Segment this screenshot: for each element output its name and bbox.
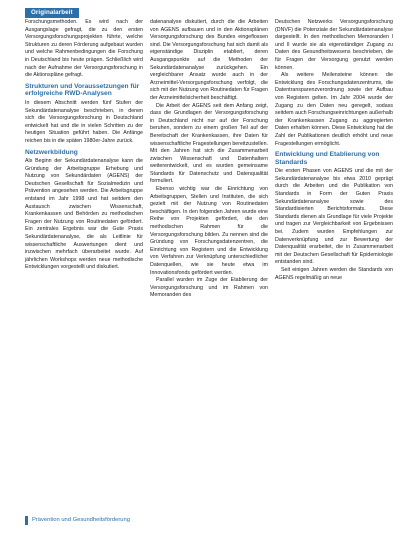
paragraph: Die ersten Phasen von AGENS und die mit der Sekundärdatenanalyse bis etwa 2010 geprägt durch die Arbeiten und die Publikation von Standards in Form der Guten Praxis Sekundärdatenanalyse sowie des Standardisierten Berichtsformats. Diese Standards dienen als Grundlage für viele Projekte und tragen zur Vergleichbarkeit von Ergebnissen bei. Zudem wurden Empfehlungen zur Datenverknüpfung und zur Bewertung der Datenqualität erarbeitet, die in Zusammenarbeit mit der Deutschen Gesellschaft für Epidemiologie entstanden sind. bbox=[275, 168, 393, 266]
paragraph: Parallel wurden im Zuge der Etablierung der Versorgungsforschung und im Rahmen von Memoranden des bbox=[150, 277, 268, 299]
paragraph: Deutschen Netzwerks Versorgungsforschung (DNVF) die Potenziale der Sekundärdatenanalyse dargestellt. In den methodischen Memoranden I und II wurde sie als eigenständiger Zugang zu Daten des Gesundheitswesens beschrieben, die für Fragen der Versorgung genutzt werden können. bbox=[275, 19, 393, 71]
footer-accent-bar bbox=[25, 516, 28, 525]
paragraph: Seit einigen Jahren werden die Standards von AGENS regelmäßig an neue bbox=[275, 267, 393, 281]
paragraph: Als Beginn der Sekundärdatenanalyse kann die Gründung der Arbeitsgruppe Erhebung und Nutzung von Sekundärdaten (AGENS) der Deutschen Gesellschaft für Sozialmedizin und Prävention angesehen werden. Die Arbeitsgruppe entstand im Jahr 1998 und hat seitdem den Austausch zwischen Wissenschaft, Krankenkassen und Behörden zu methodischen Fragen der Nutzung von Routinedaten gefördert. Ein zentrales Ergebnis war die Gute Praxis Sekundärdatenanalyse, die als Leitlinie für wissenschaftliche Auswertungen dient und inzwischen mehrfach überarbeitet wurde. Auf jährlichen Workshops werden neue methodische Entwicklungen vorgestellt und diskutiert. bbox=[25, 158, 143, 271]
text-column-1 bbox=[25, 19, 143, 489]
paragraph: Forschungsmethoden. Es wird nach der Ausgangslage gefragt, die zu den ersten Versorgungsforschungsprojekten führte, welche Strukturen zu deren Förderung aufgebaut wurden und welche Rahmenbedingungen die Forschung in Deutschland bis heute prägen. Schließlich wird nach der Aufnahme der Versorgungsforschung in die Aktionspläne gefragt. bbox=[25, 19, 143, 79]
paragraph: Als weitere Meilensteine können die Entwicklung des Forschungsdatenzentrums, die Datentransparenzverordnung sowie der Aufbau von Registern gelten. Im Jahr 2004 wurde der Zugang zu den Daten neu geregelt, sodass seitdem auch Forschungseinrichtungen außerhalb der Krankenkassen Zugang zu aggregierten Daten erhalten können. Diese Entwicklung hat die Zahl der Publikationen deutlich erhöht und neue Fragestellungen ermöglicht. bbox=[275, 72, 393, 147]
journal-title: Prävention und Gesundheitsförderung bbox=[32, 517, 130, 523]
section-heading: Netzwerkbildung bbox=[25, 148, 78, 156]
section-heading: Strukturen und Voraussetzungen für erfolgreiche RWD-Analysen bbox=[25, 82, 140, 98]
paragraph: Ebenso wichtig war die Einrichtung von Arbeitsgruppen, Stellen und Instituten, die sich gezielt mit der Nutzung von Routinedaten beschäftigen. In den folgenden Jahren wurde eine Reihe von Projekten gefördert, die den methodischen Rahmen für die Versorgungsforschung bilden. Zu nennen sind die Gründung von Forschungsdatenzentren, die Einrichtung von Registern und die Entwicklung von Verfahren zur Verknüpfung unterschiedlicher Datenquellen, wie sie heute etwa im Innovationsfonds gefördert werden. bbox=[150, 186, 268, 276]
section-heading: Entwicklung und Etablierung von Standards bbox=[275, 151, 380, 166]
text-column-2 bbox=[150, 19, 268, 521]
text-column-3 bbox=[275, 19, 393, 521]
paragraph: datenanalyse diskutiert, durch die die Arbeiten von AGENS aufbauen und in den Aktionsplänen Versorgungsforschung des Bundes eingeflossen sind. Die Versorgungsforschung hat sich damit als eigenständige Disziplin etabliert, deren Ausgangspunkte auf die Methoden der Sekundärdatenanalyse zurückgehen. Ein vergleichbarer Ansatz wurde auch in der Arzneimittel-Versorgungsforschung verfolgt, die sich mit der Nutzung von Routinedaten für Fragen der Arzneimittelsicherheit beschäftigt. bbox=[150, 19, 268, 101]
paragraph: Die Arbeit der AGENS seit dem Anfang zeigt, dass die Grundlagen der Versorgungsforschung in Deutschland nicht nur auf der Forschung beruhen, sondern zu einem großen Teil auf der Bereitschaft der Krankenkassen, ihre Daten für wissenschaftliche Fragestellungen bereitzustellen. Mit den Jahren hat sich die Zusammenarbeit zwischen Wissenschaft und Datenhaltern weiterentwickelt, und es wurden gemeinsame Standards für Datenschutz und Datenqualität formuliert. bbox=[150, 102, 268, 185]
paragraph: In diesem Abschnitt werden fünf Stufen der Sekundärdatenanalyse beschrieben, in denen sich die Versorgungsforschung in Deutschland entwickelt hat und die in vielen Schritten zu der heutigen Situation geführt haben. Die Anfänge reichen bis in die späten 1980er-Jahre zurück. bbox=[25, 99, 143, 144]
section-label: Originalarbeit bbox=[25, 8, 79, 18]
